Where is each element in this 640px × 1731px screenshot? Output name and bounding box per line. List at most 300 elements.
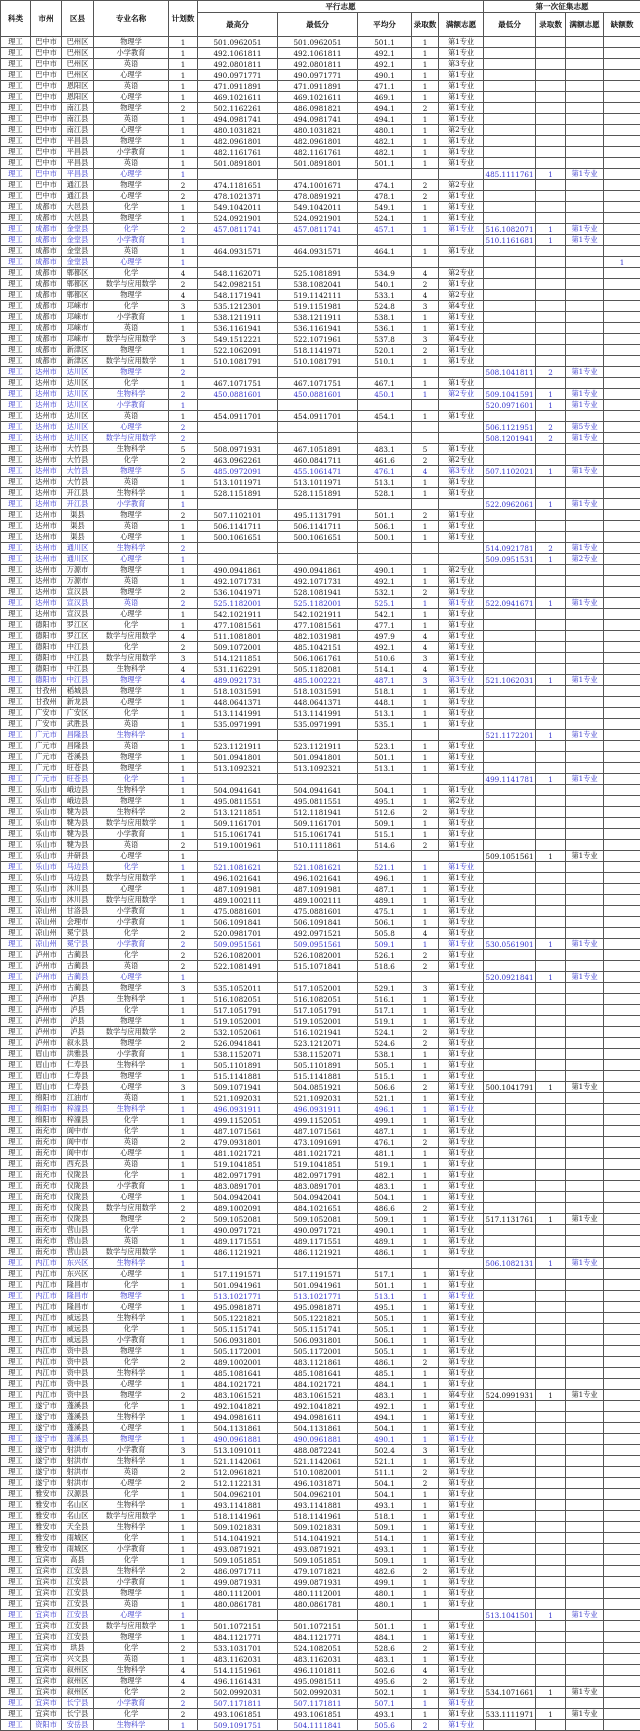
cell-plan: 1	[169, 1368, 198, 1379]
cell-max-score	[198, 1258, 278, 1269]
cell-city: 巴中市	[31, 103, 62, 114]
cell-max-score: 549.1512221	[198, 334, 278, 345]
cell-county: 江安县	[62, 1599, 94, 1610]
cell-min-score	[278, 235, 358, 246]
cell-plan: 3	[169, 983, 198, 994]
cell-max-score: 515.1141881	[198, 1071, 278, 1082]
cell-avg-score: 490.1	[358, 70, 412, 81]
cell-first-shortfall	[604, 1544, 640, 1555]
cell-county: 达川区	[62, 411, 94, 422]
cell-max-score: 548.1162071	[198, 268, 278, 279]
cell-first-min-score	[484, 92, 536, 103]
cell-plan: 1	[169, 521, 198, 532]
cell-plan: 1	[169, 972, 198, 983]
cell-avg-score: 501.1	[358, 752, 412, 763]
cell-county: 兴文县	[62, 1654, 94, 1665]
cell-city: 宜宾市	[31, 1588, 62, 1599]
cell-first-shortfall	[604, 664, 640, 675]
cell-county: 大竹县	[62, 477, 94, 488]
cell-plan: 2	[169, 422, 198, 433]
cell-category: 理工	[1, 873, 31, 884]
cell-avg-score: 513.1	[358, 708, 412, 719]
cell-first-full-choice	[566, 1049, 604, 1060]
table-row	[1, 1071, 640, 1082]
cell-first-min-score	[484, 136, 536, 147]
cell-admit-count: 1	[412, 1544, 439, 1555]
cell-admit-count: 2	[412, 1027, 439, 1038]
cell-first-full-choice: 第1专业	[566, 1610, 604, 1621]
table-row	[1, 125, 640, 136]
cell-first-admit-count: 1	[536, 730, 566, 741]
cell-first-admit-count	[536, 279, 566, 290]
cell-first-shortfall	[604, 697, 640, 708]
cell-min-score: 521.1142061	[278, 1456, 358, 1467]
cell-first-admit-count	[536, 532, 566, 543]
cell-category: 理工	[1, 334, 31, 345]
cell-first-full-choice	[566, 686, 604, 697]
cell-first-shortfall	[604, 1082, 640, 1093]
cell-first-admit-count	[536, 70, 566, 81]
cell-first-min-score	[484, 1632, 536, 1643]
table-row	[1, 532, 640, 543]
cell-county: 渠县	[62, 510, 94, 521]
cell-first-shortfall	[604, 1478, 640, 1489]
cell-county: 达川区	[62, 389, 94, 400]
cell-max-score: 513.1011971	[198, 477, 278, 488]
cell-first-shortfall	[604, 576, 640, 587]
cell-major: 心理学	[94, 125, 169, 136]
cell-county: 郫都区	[62, 279, 94, 290]
cell-first-full-choice	[566, 587, 604, 598]
cell-avg-score: 457.1	[358, 224, 412, 235]
table-row	[1, 103, 640, 114]
cell-plan: 1	[169, 686, 198, 697]
cell-first-full-choice	[566, 1181, 604, 1192]
cell-first-admit-count	[536, 323, 566, 334]
cell-avg-score: 484.1	[358, 1379, 412, 1390]
cell-major: 心理学	[94, 554, 169, 565]
cell-first-full-choice	[566, 103, 604, 114]
cell-admit-count: 1	[412, 598, 439, 609]
cell-avg-score: 509.1	[358, 1522, 412, 1533]
cell-county: 蓬溪县	[62, 1423, 94, 1434]
cell-category: 理工	[1, 92, 31, 103]
cell-county: 泸县	[62, 1016, 94, 1027]
cell-full-choice: 第1专业	[439, 92, 484, 103]
cell-first-min-score: 506.1082131	[484, 1258, 536, 1269]
cell-first-full-choice	[566, 268, 604, 279]
cell-max-score: 471.0911891	[198, 81, 278, 92]
cell-avg-score: 505.6	[358, 1720, 412, 1731]
cell-plan: 1	[169, 873, 198, 884]
cell-first-shortfall	[604, 1203, 640, 1214]
cell-full-choice: 第1专业	[439, 609, 484, 620]
cell-city: 内江市	[31, 1368, 62, 1379]
cell-plan: 1	[169, 1324, 198, 1335]
cell-first-admit-count	[536, 246, 566, 257]
cell-max-score: 478.1021371	[198, 191, 278, 202]
cell-full-choice: 第1专业	[439, 697, 484, 708]
cell-full-choice: 第1专业	[439, 488, 484, 499]
cell-first-admit-count	[536, 180, 566, 191]
cell-plan: 1	[169, 1181, 198, 1192]
cell-full-choice: 第1专业	[439, 664, 484, 675]
cell-first-shortfall	[604, 1324, 640, 1335]
cell-avg-score: 492.1	[358, 59, 412, 70]
cell-min-score: 487.1071561	[278, 1126, 358, 1137]
cell-first-full-choice	[566, 664, 604, 675]
cell-min-score: 500.1061651	[278, 532, 358, 543]
cell-max-score: 522.1062091	[198, 345, 278, 356]
cell-major: 生物科学	[94, 1060, 169, 1071]
cell-county: 射洪市	[62, 1467, 94, 1478]
cell-admit-count: 4	[412, 290, 439, 301]
table-row	[1, 1016, 640, 1027]
cell-major: 生物科学	[94, 1368, 169, 1379]
cell-first-full-choice	[566, 1456, 604, 1467]
cell-city: 内江市	[31, 1258, 62, 1269]
cell-category: 理工	[1, 1467, 31, 1478]
cell-first-min-score	[484, 81, 536, 92]
cell-plan: 2	[169, 389, 198, 400]
header-first-collection-group: 第一次征集志愿	[484, 1, 640, 13]
cell-plan: 1	[169, 697, 198, 708]
cell-avg-score: 482.1	[358, 1170, 412, 1181]
cell-first-shortfall	[604, 1005, 640, 1016]
cell-major: 数学与应用数学	[94, 433, 169, 444]
cell-min-score	[278, 851, 358, 862]
cell-county: 武胜县	[62, 719, 94, 730]
cell-first-shortfall	[604, 290, 640, 301]
cell-first-full-choice: 第1专业	[566, 433, 604, 444]
cell-full-choice: 第1专业	[439, 1060, 484, 1071]
cell-max-score: 494.0981741	[198, 114, 278, 125]
cell-city: 内江市	[31, 1379, 62, 1390]
cell-county: 汉源县	[62, 1489, 94, 1500]
cell-county: 巴州区	[62, 59, 94, 70]
cell-max-score: 495.0811551	[198, 796, 278, 807]
cell-county: 达川区	[62, 433, 94, 444]
cell-avg-score: 506.1	[358, 1335, 412, 1346]
cell-category: 理工	[1, 224, 31, 235]
cell-avg-score: 506.1	[358, 917, 412, 928]
cell-city: 内江市	[31, 1269, 62, 1280]
cell-admit-count: 1	[412, 1104, 439, 1115]
cell-min-score: 485.1002221	[278, 675, 358, 686]
cell-first-admit-count	[536, 1456, 566, 1467]
cell-category: 理工	[1, 796, 31, 807]
cell-avg-score: 499.1	[358, 1115, 412, 1126]
cell-first-shortfall	[604, 1258, 640, 1269]
cell-avg-score: 524.8	[358, 301, 412, 312]
cell-major: 英语	[94, 719, 169, 730]
cell-admit-count: 2	[412, 1478, 439, 1489]
cell-category: 理工	[1, 213, 31, 224]
cell-county: 威远县	[62, 1313, 94, 1324]
cell-max-score: 484.1121771	[198, 1632, 278, 1643]
cell-max-score: 490.0971721	[198, 1225, 278, 1236]
cell-max-score: 519.1052001	[198, 1016, 278, 1027]
cell-first-shortfall	[604, 906, 640, 917]
cell-first-shortfall	[604, 1423, 640, 1434]
cell-max-score: 490.0971771	[198, 70, 278, 81]
cell-admit-count: 1	[412, 1654, 439, 1665]
cell-first-admit-count	[536, 1203, 566, 1214]
cell-category: 理工	[1, 1555, 31, 1566]
cell-major: 心理学	[94, 851, 169, 862]
cell-category: 理工	[1, 290, 31, 301]
cell-first-min-score: 521.1062031	[484, 675, 536, 686]
cell-first-full-choice	[566, 345, 604, 356]
cell-first-admit-count	[536, 1544, 566, 1555]
cell-plan: 1	[169, 1588, 198, 1599]
cell-first-full-choice: 第1专业	[566, 1390, 604, 1401]
cell-full-choice: 第1专业	[439, 81, 484, 92]
cell-first-admit-count	[536, 1698, 566, 1709]
cell-first-full-choice	[566, 895, 604, 906]
cell-first-full-choice: 第1专业	[566, 1709, 604, 1720]
cell-first-min-score	[484, 1357, 536, 1368]
cell-first-shortfall	[604, 1610, 640, 1621]
cell-plan: 1	[169, 477, 198, 488]
cell-county: 通江县	[62, 191, 94, 202]
table-row	[1, 1478, 640, 1489]
cell-county: 犍为县	[62, 840, 94, 851]
cell-min-score: 484.1021651	[278, 1203, 358, 1214]
cell-county: 苍溪县	[62, 752, 94, 763]
cell-first-full-choice	[566, 1379, 604, 1390]
cell-full-choice: 第1专业	[439, 1566, 484, 1577]
cell-first-admit-count	[536, 1555, 566, 1566]
cell-county: 罗江区	[62, 620, 94, 631]
cell-major: 物理学	[94, 1016, 169, 1027]
cell-first-shortfall	[604, 1236, 640, 1247]
cell-max-score: 542.1021911	[198, 609, 278, 620]
cell-city: 巴中市	[31, 125, 62, 136]
cell-major: 数学与应用数学	[94, 653, 169, 664]
cell-category: 理工	[1, 455, 31, 466]
cell-plan: 1	[169, 1599, 198, 1610]
cell-county: 叙州区	[62, 1665, 94, 1676]
cell-county: 仁寿县	[62, 1082, 94, 1093]
cell-admit-count: 1	[412, 1423, 439, 1434]
cell-first-shortfall	[604, 653, 640, 664]
cell-major: 物理学	[94, 510, 169, 521]
cell-county: 东兴区	[62, 1269, 94, 1280]
cell-major: 化学	[94, 1005, 169, 1016]
cell-major: 物理学	[94, 103, 169, 114]
cell-first-min-score: 500.1041791	[484, 1082, 536, 1093]
cell-max-score: 531.1162291	[198, 664, 278, 675]
cell-first-min-score	[484, 1522, 536, 1533]
table-row	[1, 290, 640, 301]
cell-first-admit-count	[536, 1225, 566, 1236]
cell-first-min-score	[484, 1643, 536, 1654]
cell-first-shortfall	[604, 796, 640, 807]
cell-city: 遂宁市	[31, 1445, 62, 1456]
cell-admit-count	[412, 543, 439, 554]
cell-plan: 1	[169, 1016, 198, 1027]
cell-full-choice: 第2专业	[439, 455, 484, 466]
cell-first-admit-count	[536, 1236, 566, 1247]
cell-county: 宣汉县	[62, 587, 94, 598]
header-parallel-group: 平行志愿	[198, 1, 484, 13]
cell-full-choice: 第1专业	[439, 763, 484, 774]
cell-city: 泸州市	[31, 1016, 62, 1027]
cell-first-full-choice	[566, 906, 604, 917]
cell-admit-count: 1	[412, 697, 439, 708]
cell-city: 成都市	[31, 345, 62, 356]
cell-major: 心理学	[94, 972, 169, 983]
cell-first-admit-count	[536, 1324, 566, 1335]
cell-plan: 1	[169, 1346, 198, 1357]
cell-first-full-choice	[566, 1588, 604, 1599]
cell-avg-score: 516.1	[358, 994, 412, 1005]
cell-city: 达州市	[31, 576, 62, 587]
cell-major: 心理学	[94, 1192, 169, 1203]
cell-first-full-choice	[566, 510, 604, 521]
cell-city: 遂宁市	[31, 1412, 62, 1423]
table-row	[1, 1104, 640, 1115]
cell-major: 数学与应用数学	[94, 1511, 169, 1522]
cell-first-full-choice	[566, 983, 604, 994]
cell-city: 达州市	[31, 499, 62, 510]
cell-first-min-score	[484, 895, 536, 906]
cell-city: 南充市	[31, 1181, 62, 1192]
cell-avg-score: 504.1	[358, 1478, 412, 1489]
cell-avg-score	[358, 851, 412, 862]
cell-first-shortfall	[604, 59, 640, 70]
cell-first-admit-count	[536, 488, 566, 499]
cell-county: 资中县	[62, 1379, 94, 1390]
cell-major: 心理学	[94, 1379, 169, 1390]
cell-min-score: 502.0992031	[278, 1687, 358, 1698]
cell-admit-count: 1	[412, 532, 439, 543]
cell-first-full-choice	[566, 1126, 604, 1137]
cell-full-choice: 第1专业	[439, 1687, 484, 1698]
cell-first-shortfall	[604, 818, 640, 829]
cell-county: 仪陇县	[62, 1192, 94, 1203]
cell-plan: 2	[169, 587, 198, 598]
cell-category: 理工	[1, 1192, 31, 1203]
cell-category: 理工	[1, 1291, 31, 1302]
cell-first-shortfall	[604, 1225, 640, 1236]
cell-major: 化学	[94, 928, 169, 939]
cell-admit-count: 2	[412, 510, 439, 521]
cell-first-full-choice	[566, 1720, 604, 1731]
cell-major: 英语	[94, 114, 169, 125]
cell-major: 心理学	[94, 609, 169, 620]
cell-plan: 2	[169, 224, 198, 235]
cell-first-shortfall	[604, 1170, 640, 1181]
cell-plan: 1	[169, 1280, 198, 1291]
cell-max-score: 524.0921901	[198, 213, 278, 224]
cell-plan: 1	[169, 1269, 198, 1280]
cell-category: 理工	[1, 499, 31, 510]
cell-full-choice: 第1专业	[439, 895, 484, 906]
cell-city: 广元市	[31, 763, 62, 774]
cell-min-score: 507.1171811	[278, 1698, 358, 1709]
cell-city: 成都市	[31, 334, 62, 345]
cell-first-shortfall	[604, 532, 640, 543]
cell-county: 阆中市	[62, 1148, 94, 1159]
cell-min-score: 495.0811551	[278, 796, 358, 807]
cell-admit-count: 1	[412, 1588, 439, 1599]
cell-city: 巴中市	[31, 37, 62, 48]
cell-first-shortfall	[604, 928, 640, 939]
cell-first-min-score	[484, 1137, 536, 1148]
cell-first-min-score	[484, 917, 536, 928]
cell-full-choice: 第1专业	[439, 1093, 484, 1104]
cell-max-score: 508.0971931	[198, 444, 278, 455]
cell-min-score: 519.1052001	[278, 1016, 358, 1027]
cell-first-admit-count	[536, 620, 566, 631]
cell-admit-count: 1	[412, 1093, 439, 1104]
cell-full-choice: 第1专业	[439, 136, 484, 147]
cell-county: 巴州区	[62, 48, 94, 59]
cell-admit-count: 2	[412, 587, 439, 598]
cell-first-admit-count	[536, 1071, 566, 1082]
table-row	[1, 1511, 640, 1522]
cell-max-score: 499.0871931	[198, 1577, 278, 1588]
cell-max-score: 523.1121911	[198, 741, 278, 752]
cell-first-min-score	[484, 70, 536, 81]
cell-first-full-choice	[566, 928, 604, 939]
cell-county: 隆昌市	[62, 1291, 94, 1302]
cell-plan: 1	[169, 37, 198, 48]
cell-full-choice: 第1专业	[439, 1269, 484, 1280]
cell-category: 理工	[1, 1335, 31, 1346]
cell-county: 马边县	[62, 873, 94, 884]
table-row	[1, 1720, 640, 1731]
cell-min-score: 478.0891921	[278, 191, 358, 202]
cell-max-score: 487.1091981	[198, 884, 278, 895]
cell-admit-count: 2	[412, 950, 439, 961]
cell-category: 理工	[1, 1126, 31, 1137]
cell-plan: 1	[169, 312, 198, 323]
table-row	[1, 1544, 640, 1555]
cell-first-full-choice	[566, 609, 604, 620]
cell-major: 生物科学	[94, 1258, 169, 1269]
cell-avg-score: 450.1	[358, 389, 412, 400]
cell-admit-count: 3	[412, 675, 439, 686]
table-row	[1, 1588, 640, 1599]
cell-avg-score	[358, 1258, 412, 1269]
cell-major: 生物科学	[94, 1313, 169, 1324]
cell-avg-score: 494.1	[358, 103, 412, 114]
table-row	[1, 1203, 640, 1214]
cell-county: 沐川县	[62, 895, 94, 906]
cell-avg-score: 509.1	[358, 939, 412, 950]
cell-city: 眉山市	[31, 1060, 62, 1071]
cell-plan: 1	[169, 488, 198, 499]
cell-max-score: 501.0891801	[198, 158, 278, 169]
cell-city: 雅安市	[31, 1522, 62, 1533]
cell-first-shortfall	[604, 1522, 640, 1533]
cell-category: 理工	[1, 411, 31, 422]
cell-first-admit-count	[536, 983, 566, 994]
cell-city: 宜宾市	[31, 1566, 62, 1577]
cell-min-score: 495.0981871	[278, 1302, 358, 1313]
cell-plan: 4	[169, 631, 198, 642]
cell-admit-count: 1	[412, 895, 439, 906]
cell-first-full-choice	[566, 1269, 604, 1280]
table-row	[1, 697, 640, 708]
cell-max-score	[198, 774, 278, 785]
cell-avg-score: 521.1	[358, 1456, 412, 1467]
cell-category: 理工	[1, 1709, 31, 1720]
cell-major: 数学与应用数学	[94, 1247, 169, 1258]
